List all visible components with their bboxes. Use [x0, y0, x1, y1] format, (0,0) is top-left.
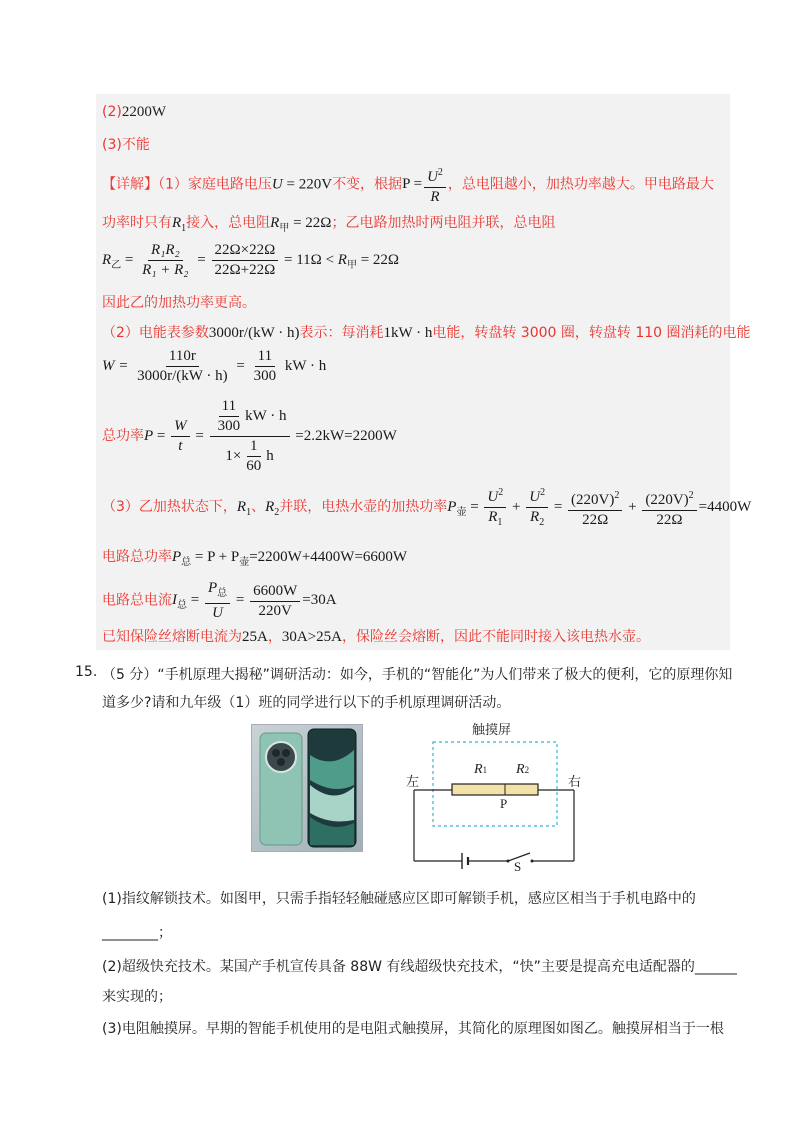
phone-image: [251, 724, 363, 852]
sub-question-1-blank: ________；: [102, 925, 172, 941]
sub-question-2-line-2: 来实现的；: [102, 989, 172, 1005]
equation-pot-power: （3）乙加热状态下，$R_1$、$R_2$并联，电热水壶的加热功率$P_壶$ = $\frac{U^2}{R_1}$ + $\frac{U^2}{R_2}$ = $\frac{(220V)^2}{22\Omega}$ + $\frac{(220V)^2}{22\Omega}$ =4400W: [102, 484, 751, 531]
detail-conclusion-1: 因此乙的加热功率更高。: [102, 295, 256, 311]
answer-item-3: (3)不能: [102, 137, 150, 153]
sub-question-1: (1)指纹解锁技术。如图甲，只需手指轻轻触碰感应区即可解锁手机，感应区相当于手机电路中的: [102, 891, 696, 907]
equation-total-power: 电路总功率$P_总 = P + P_壶=2200W+4400W=6600W$: [102, 549, 408, 568]
circuit-diagram: [400, 716, 590, 876]
sub-question-2: (2)超级快充技术。某国产手机宣传具备 88W 有线超级快充技术，“快”主要是提高充电适配器的______: [102, 959, 737, 975]
phone-illustration: [252, 725, 362, 851]
touchscreen-label: 触摸屏: [472, 723, 512, 738]
detail-line-2: 功率时只有$R_1$接入，总电阻$R_甲 = 22\Omega$；乙电路加热时两电阻并联，总电阻: [102, 215, 556, 234]
p-label: P: [500, 796, 508, 811]
sub-question-3: (3)电阻触摸屏。早期的智能手机使用的是电阻式触摸屏，其简化的原理图如图乙。触摸屏相当于一根: [102, 1021, 724, 1037]
equation-total-current: 电路总电流$I_总$ = $\frac{P_总}{U}$ = $\frac{6600W}{220V}$ =30A: [102, 580, 337, 621]
question-number: 15.: [75, 664, 98, 680]
answer-item-2: (2)2200W: [102, 104, 167, 120]
equation-r-yi: $R_乙$ = $\frac{\text{R₁R₂}}{\text{R₁ + R₂}}$ = $\frac{22\Omega\times 22\Omega}{22\Omega+22\Omega}$ = $11\Omega < R_甲 = 22\Omega$: [102, 242, 400, 278]
question-line-1: （5 分）“手机原理大揭秘”调研活动：如今，手机的“智能化”为人们带来了极大的便利，它的原理你知: [102, 667, 733, 683]
left-label: 左: [406, 774, 420, 789]
s-label: S: [514, 859, 522, 874]
detail-line-1: 【详解】（1）家庭电路电压U = 220V不变，根据P = $\frac{U^2}{R}$ ，总电阻越小，加热功率越大。甲电路最大: [102, 164, 714, 206]
question-line-2: 道多少?请和九年级（1）班的同学进行以下的手机原理调研活动。: [102, 695, 511, 711]
r2-label: R2: [516, 762, 530, 777]
equation-power: 总功率P = $\frac{W}{t}$ = $\frac{11}{300}$ kW · h 1× $\frac{1}{60}$ h =2.2kW=2200W: [102, 398, 397, 474]
circuit-svg: [400, 716, 590, 876]
equation-w: W = $\frac{110r}{3000r/(kW \cdot h)}$ = $\frac{11}{300}$ kW · h: [102, 348, 327, 384]
right-label: 右: [568, 774, 582, 789]
r1-label: R1: [474, 762, 488, 777]
detail-line-meter: （2）电能表参数3000r/(kW · h)表示：每消耗1kW · h电能，转盘转 3000 圈，转盘转 110 圈消耗的电能: [102, 325, 751, 341]
resistor-bar: [452, 784, 538, 795]
fuse-conclusion: 已知保险丝熔断电流为25A，30A>25A，保险丝会熔断，因此不能同时接入该电热水壶。: [102, 629, 650, 645]
